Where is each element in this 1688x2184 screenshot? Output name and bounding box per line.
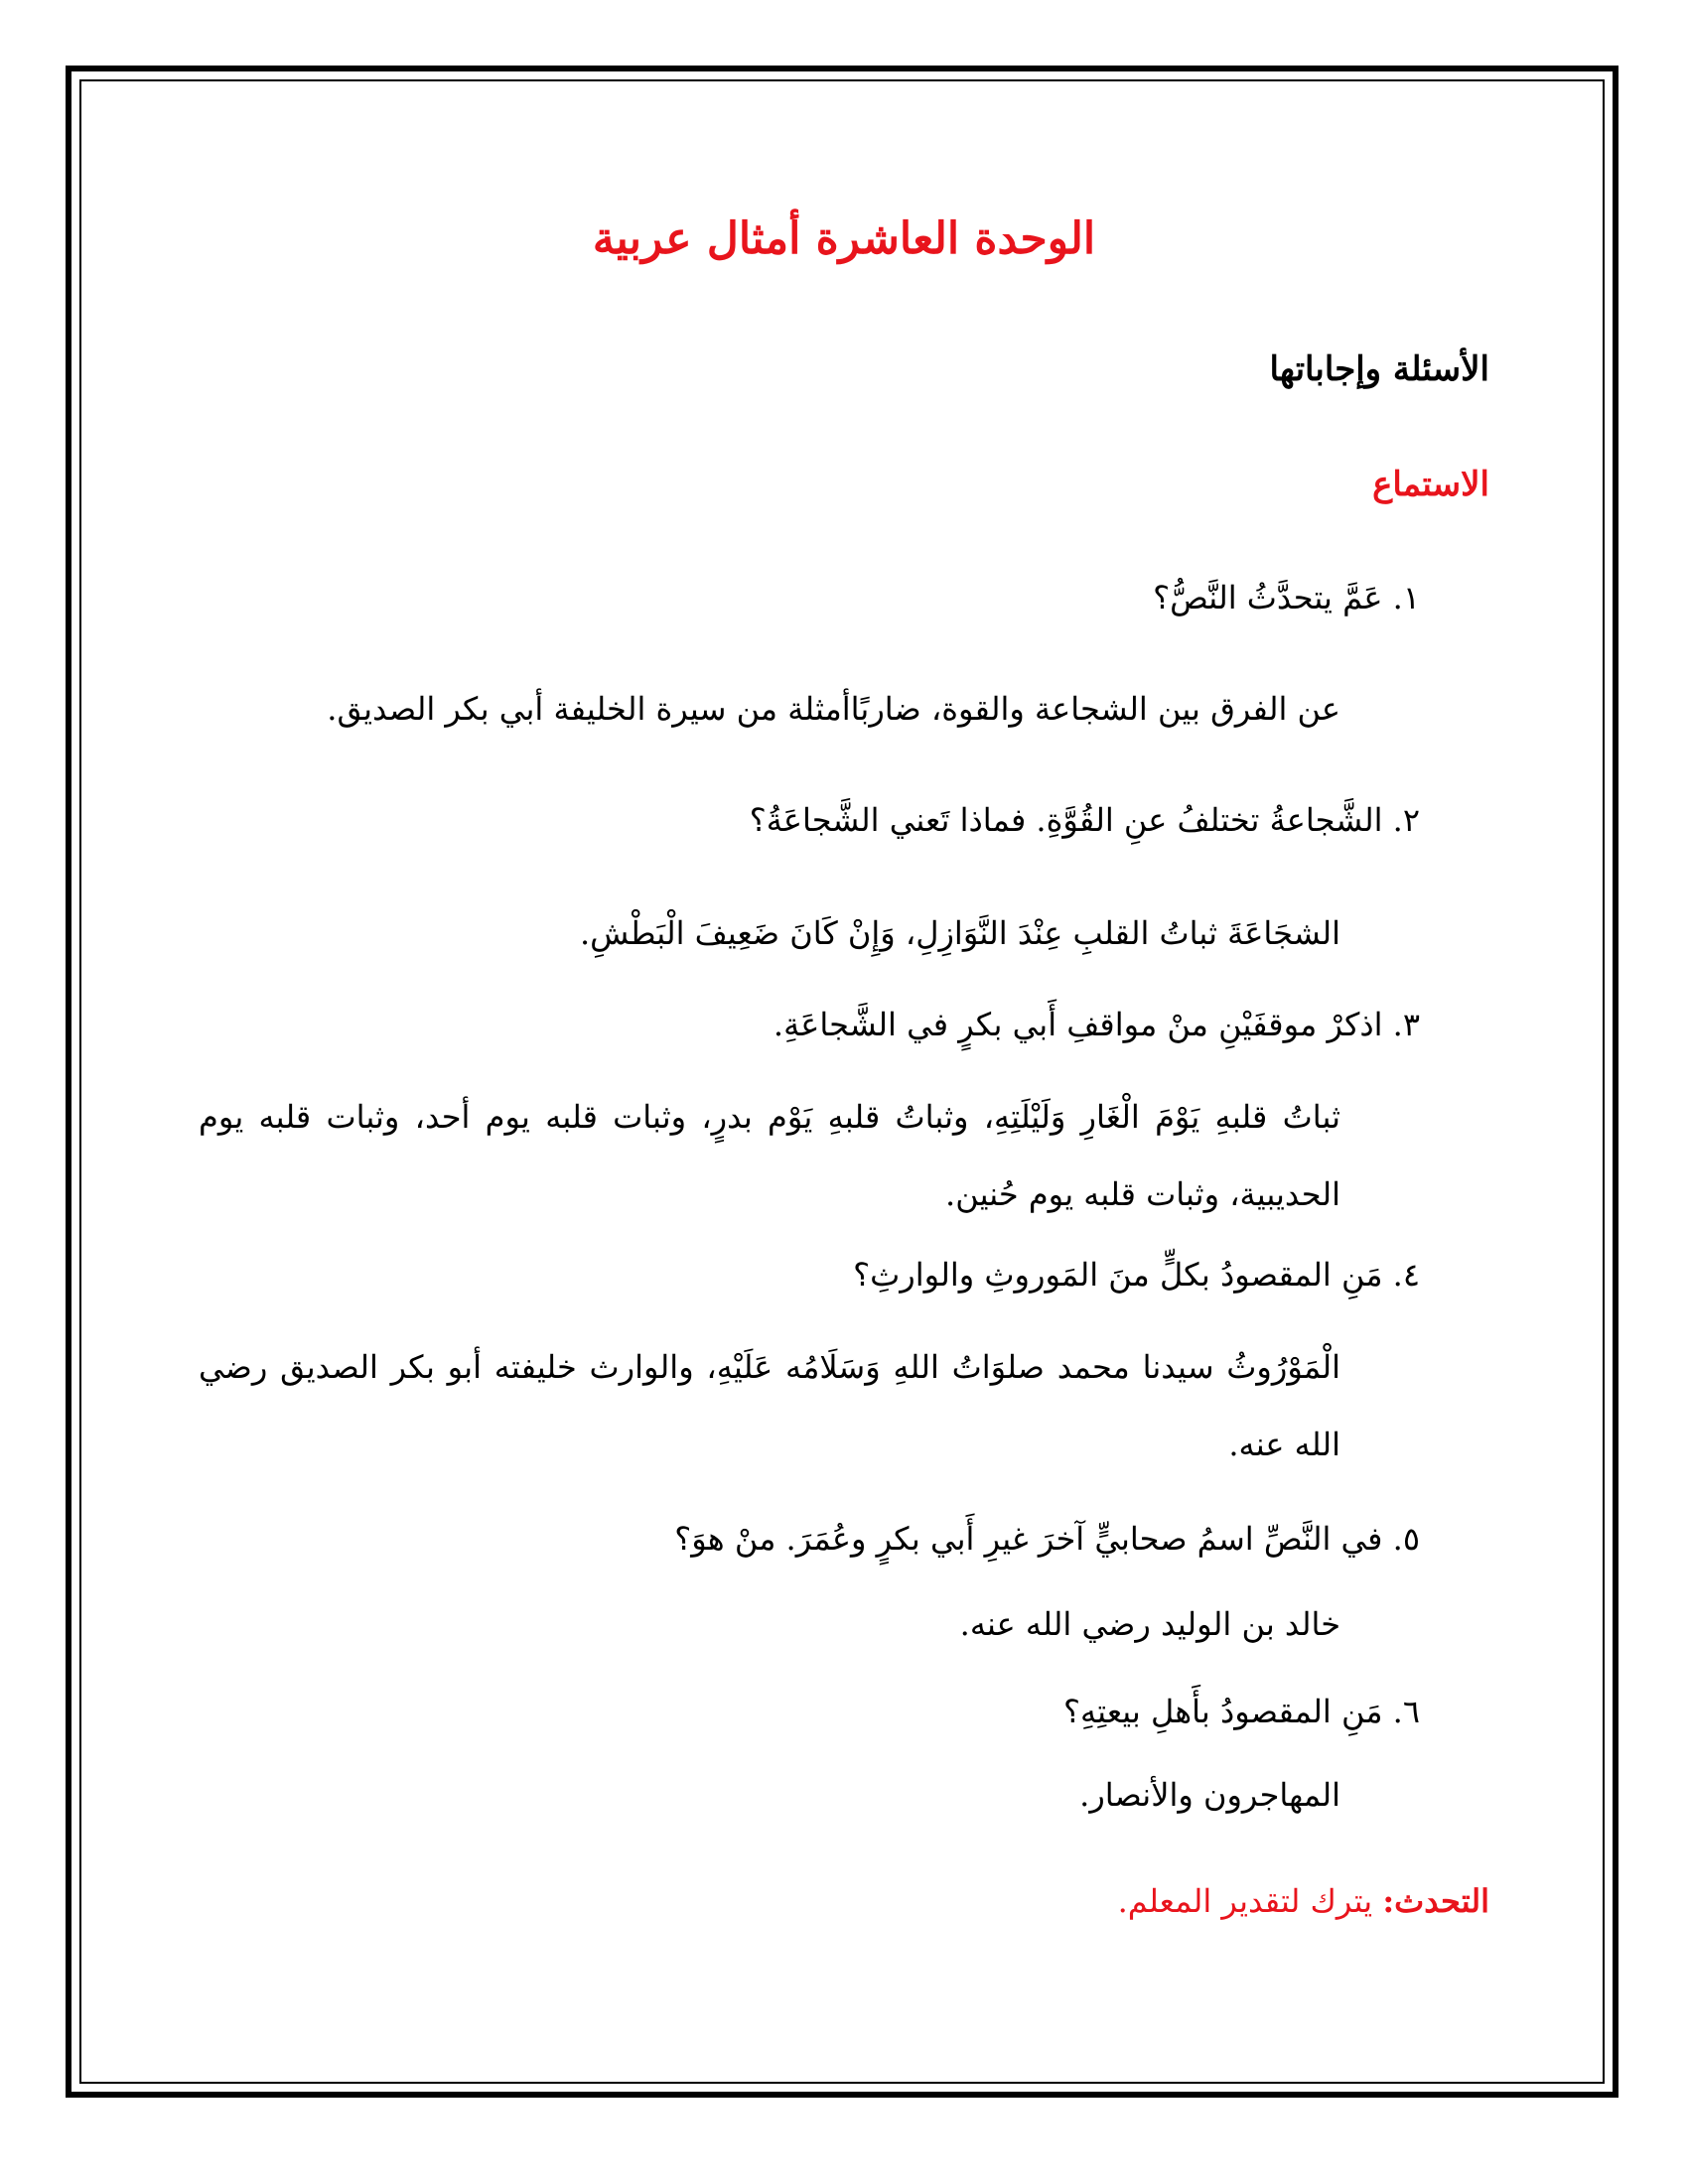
- section-heading-listening: الاستماع: [1372, 465, 1489, 504]
- question-2: ٢. الشَّجاعةُ تختلفُ عنِ القُوَّةِ. فماذا تَعني الشَّجاعَةُ؟: [749, 801, 1420, 839]
- question-1: ١. عَمَّ يتحدَّثُ النَّصُّ؟: [1153, 579, 1420, 616]
- answer-6: المهاجرون والأنصار.: [1079, 1776, 1340, 1814]
- question-3: ٣. اذكرْ موقفَيْنِ منْ مواقفِ أَبي بكرٍ في الشَّجاعَةِ.: [773, 1006, 1420, 1043]
- answer-4: الْمَوْرُوثُ سيدنا محمد صلوَاتُ اللهِ وَسَلَامُه عَلَيْهِ، والوارث خليفته أبو بكر الصديق رضي الله عنه.: [199, 1348, 1340, 1463]
- answer-2: الشجَاعَةَ ثباتُ القلبِ عِنْدَ النَّوَازِلِ، وَإِنْ كَانَ ضَعِيفَ الْبَطْشِ.: [579, 914, 1340, 952]
- answer-3: ثباتُ قلبهِ يَوْمَ الْغَارِ وَلَيْلَتِهِ، وثباتُ قلبهِ يَوْم بدرٍ، وثبات قلبه يوم أحد، وثبات قلبه يوم الحديبية، وثبات قلبه يوم حُنين.: [199, 1098, 1341, 1213]
- page-title: الوحدة العاشرة أمثال عربية: [592, 213, 1096, 264]
- answer-1: عن الفرق بين الشجاعة والقوة، ضاربًاأمثلة من سيرة الخليفة أبي بكر الصديق.: [327, 690, 1340, 728]
- speaking-text: يترك لتقدير المعلم.: [1117, 1882, 1373, 1920]
- question-6: ٦. مَنِ المقصودُ بأَهلِ بيعتِهِ؟: [1063, 1693, 1420, 1730]
- question-4: ٤. مَنِ المقصودُ بكلٍّ منَ المَوروثِ والوارثِ؟: [853, 1256, 1420, 1294]
- section-heading-qa: الأسئلة وإجاباتها: [1269, 349, 1489, 389]
- question-5: ٥. في النَّصِّ اسمُ صحابيٍّ آخرَ غيرِ أَبي بكرٍ وعُمَرَ. منْ هوَ؟: [674, 1520, 1420, 1558]
- speaking-section: [1118, 1882, 1489, 1920]
- speaking-label: التحدث:: [1382, 1882, 1489, 1920]
- answer-5: خالد بن الوليد رضي الله عنه.: [959, 1605, 1340, 1643]
